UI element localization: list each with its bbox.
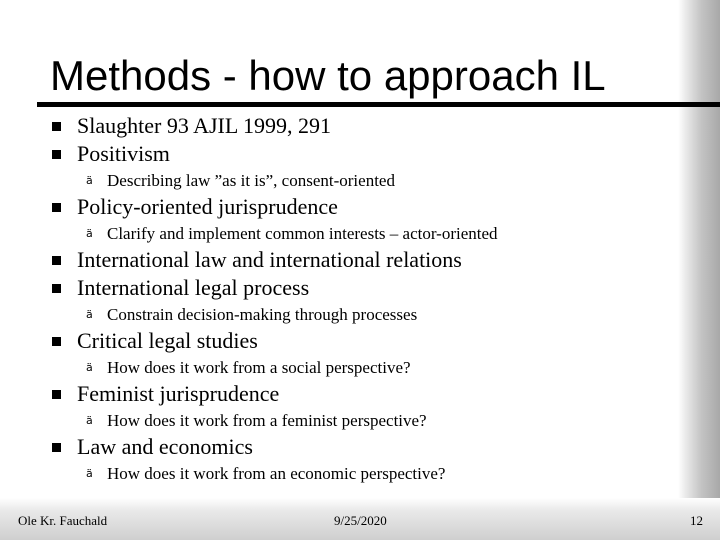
sub-bullet-text: Constrain decision-making through processes	[107, 305, 418, 324]
bullet-text: International legal process	[77, 275, 310, 300]
arrow-bullet-icon: ä	[86, 227, 93, 240]
footer-author: Ole Kr. Fauchald	[18, 513, 108, 528]
arrow-bullet-icon: ä	[86, 467, 93, 480]
bullet-text: Policy-oriented jurisprudence	[77, 194, 338, 219]
bullet-text: International law and international relations	[77, 247, 462, 272]
arrow-bullet-icon: ä	[86, 414, 93, 427]
sub-bullet-text: Describing law ”as it is”, consent-oriented	[107, 171, 395, 190]
slide-title: Methods - how to approach IL	[50, 52, 606, 99]
footer-date: 9/25/2020	[334, 513, 387, 528]
bullet-text: Critical legal studies	[77, 328, 258, 353]
square-bullet-icon	[52, 337, 61, 346]
bullet-text: Positivism	[77, 141, 170, 166]
square-bullet-icon	[52, 122, 61, 131]
sub-bullet-text: How does it work from a social perspective?	[107, 358, 411, 377]
bullet-text: Law and economics	[77, 434, 253, 459]
arrow-bullet-icon: ä	[86, 361, 93, 374]
square-bullet-icon	[52, 284, 61, 293]
page-number: 12	[690, 513, 703, 528]
sub-bullet-text: How does it work from a feminist perspective?	[107, 411, 427, 430]
sub-bullet-text: Clarify and implement common interests – actor-oriented	[107, 224, 498, 243]
bullet-text: Feminist jurisprudence	[77, 381, 280, 406]
square-bullet-icon	[52, 443, 61, 452]
square-bullet-icon	[52, 150, 61, 159]
square-bullet-icon	[52, 256, 61, 265]
square-bullet-icon	[52, 390, 61, 399]
sub-bullet-text: How does it work from an economic perspective?	[107, 464, 446, 483]
arrow-bullet-icon: ä	[86, 174, 93, 187]
bullet-text: Slaughter 93 AJIL 1999, 291	[77, 113, 331, 138]
square-bullet-icon	[52, 203, 61, 212]
arrow-bullet-icon: ä	[86, 308, 93, 321]
